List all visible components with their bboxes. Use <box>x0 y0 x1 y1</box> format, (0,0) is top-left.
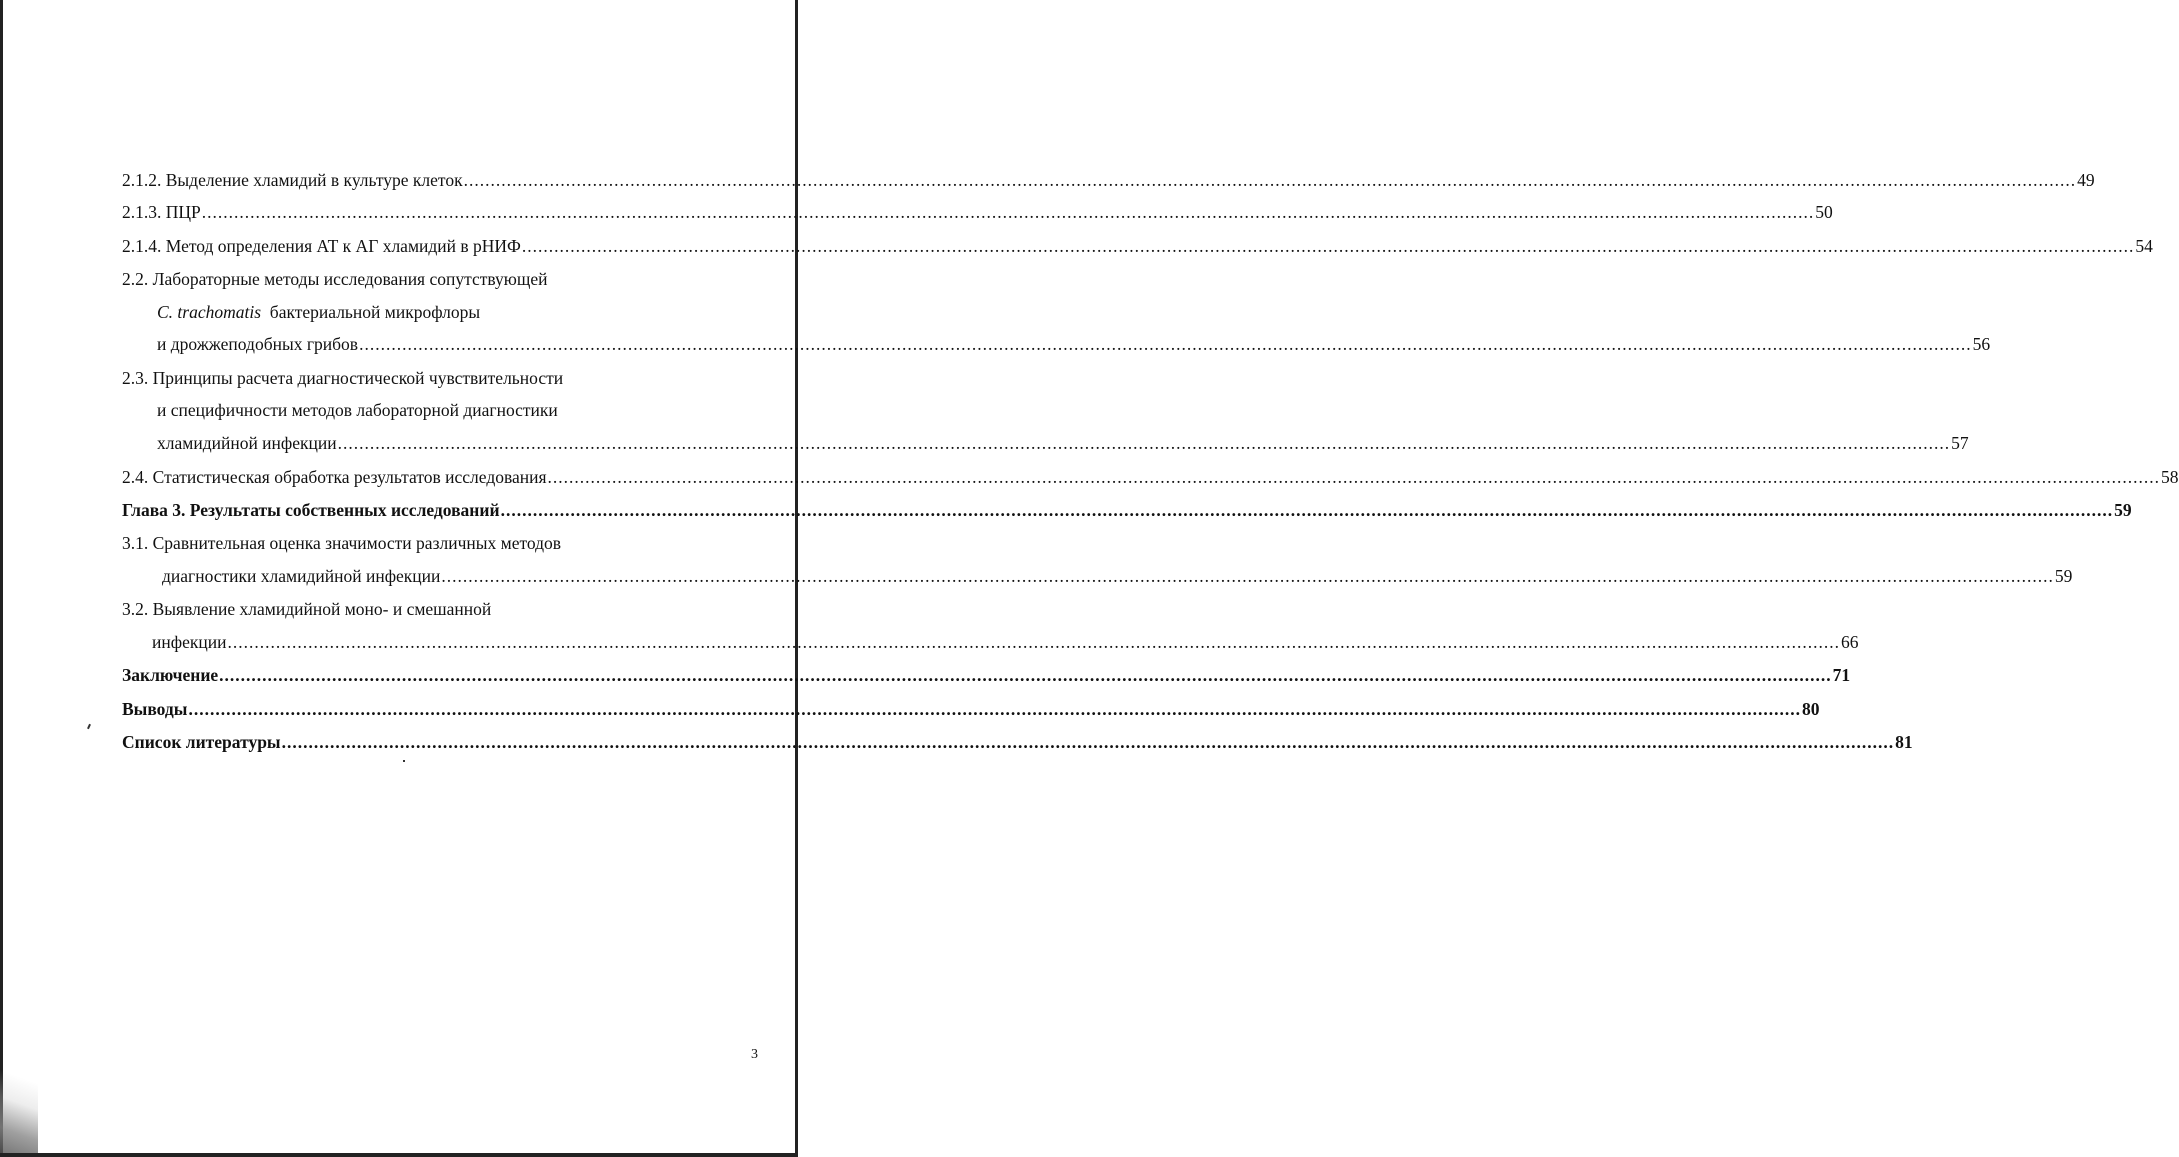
toc-leader-dots: ............................................................................................................................................................................................................................................................................................................ <box>219 665 1832 685</box>
scan-edge-left <box>0 0 3 1157</box>
toc-leader-dots: ............................................................................................................................................................................................................................................................................................................ <box>547 467 2161 487</box>
toc-entry-page: 81 <box>1895 732 1913 752</box>
toc-leader-dots: ............................................................................................................................................................................................................................................................................................................ <box>500 500 2114 520</box>
toc-entry-page: 49 <box>2077 170 2095 190</box>
toc-entry <box>162 565 2073 587</box>
toc-entry-page: 59 <box>2114 500 2132 520</box>
toc-chapter-entry <box>122 731 1913 753</box>
toc-leader-dots: ............................................................................................................................................................................................................................................................................................................ <box>281 732 1895 752</box>
toc-entry <box>152 631 1859 653</box>
toc-entry-label: и дрожжеподобных грибов <box>157 334 359 354</box>
toc-entry-label: 2.4. Статистическая обработка результатов исследования <box>122 467 547 487</box>
toc-entry-label-line: 3.1. Сравнительная оценка значимости различных методов <box>122 533 562 553</box>
toc-entry-label: Глава 3. Результаты собственных исследований <box>122 500 500 520</box>
scan-corner-smudge <box>0 1063 38 1153</box>
toc-leader-dots: ............................................................................................................................................................................................................................................................................................................ <box>337 433 1951 453</box>
toc-entry <box>122 235 2153 257</box>
toc-entry-label: Заключение <box>122 665 219 685</box>
toc-entry-label-line: 2.3. Принципы расчета диагностической чувствительности <box>122 368 564 388</box>
toc-entry <box>122 466 2179 488</box>
scan-edge-bottom <box>0 1153 798 1157</box>
toc-leader-dots: ............................................................................................................................................................................................................................................................................................................ <box>188 699 1801 719</box>
toc-chapter-entry <box>122 698 1820 720</box>
toc-leader-dots: ............................................................................................................................................................................................................................................................................................................ <box>201 202 1815 222</box>
species-name: C. trachomatis <box>157 302 262 322</box>
scan-speck <box>403 760 405 762</box>
page-number: 3 <box>751 1047 758 1062</box>
toc-entry-page: 50 <box>1815 202 1833 222</box>
toc-entry-label-rest: бактериальной микрофлоры <box>261 302 481 322</box>
toc-entry-page: 54 <box>2135 236 2153 256</box>
toc-entry-label: хламидийной инфекции <box>157 433 337 453</box>
scan-speck <box>87 724 91 729</box>
toc-leader-dots: ............................................................................................................................................................................................................................................................................................................ <box>521 236 2135 256</box>
toc-leader-dots: ............................................................................................................................................................................................................................................................................................................ <box>359 334 1972 354</box>
toc-entry-label: 2.1.2. Выделение хламидий в культуре клеток <box>122 170 463 190</box>
toc-entry-page: 57 <box>1951 433 1969 453</box>
toc-entry <box>122 169 2095 191</box>
toc-entry-page: 71 <box>1832 665 1851 685</box>
toc-entry-label-line: 2.2. Лабораторные методы исследования сопутствующей <box>122 269 548 289</box>
toc-entry-label-line: 3.2. Выявление хламидийной моно- и смешанной <box>122 599 492 619</box>
toc-leader-dots: ............................................................................................................................................................................................................................................................................................................ <box>441 566 2054 586</box>
toc-entry-label: 2.1.4. Метод определения АТ к АГ хламидий в рНИФ <box>122 236 521 256</box>
toc-entry-page: 58 <box>2161 467 2179 487</box>
toc-entry <box>122 201 1833 223</box>
toc-entry-label: инфекции <box>152 632 227 652</box>
toc-entry-label-line <box>157 301 480 323</box>
toc-chapter-entry <box>122 499 2132 521</box>
toc-entry <box>157 432 1969 454</box>
toc-entry-page: 80 <box>1801 699 1820 719</box>
toc-leader-dots: ............................................................................................................................................................................................................................................................................................................ <box>227 632 1840 652</box>
toc-entry-page: 56 <box>1972 334 1991 354</box>
toc-entry-label: 2.1.3. ПЦР <box>122 202 201 222</box>
toc-entry-page: 59 <box>2054 566 2073 586</box>
toc-entry <box>157 333 1991 355</box>
toc-entry-label: Список литературы <box>122 732 281 752</box>
toc-entry-page: 66 <box>1840 632 1859 652</box>
toc-chapter-entry <box>122 664 1851 686</box>
toc-entry-label: Выводы <box>122 699 188 719</box>
toc-entry-label-line: и специфичности методов лабораторной диагностики <box>157 400 558 420</box>
toc-entry-label: диагностики хламидийной инфекции <box>162 566 441 586</box>
toc-leader-dots: ............................................................................................................................................................................................................................................................................................................ <box>463 170 2077 190</box>
